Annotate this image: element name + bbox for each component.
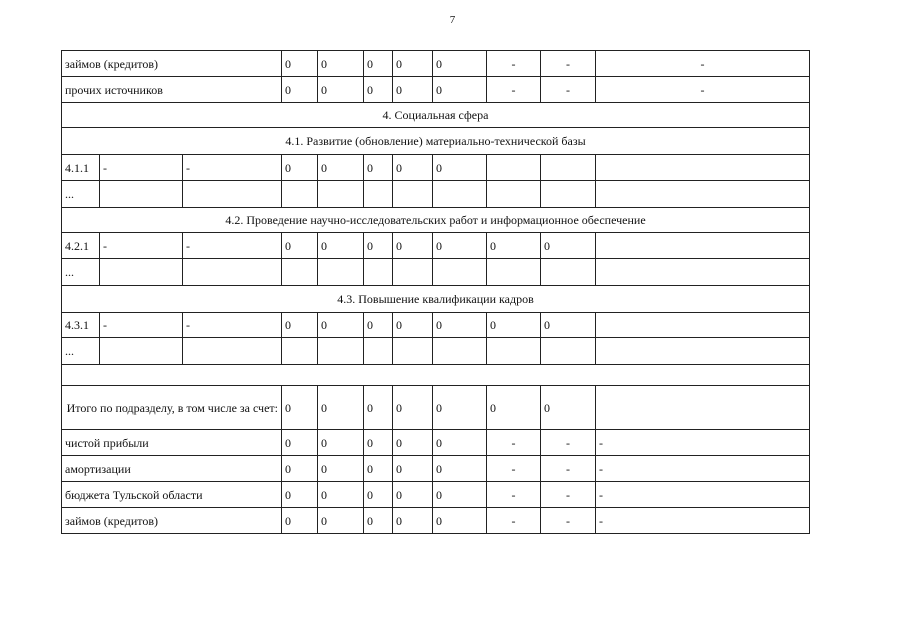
value-cell: 0	[318, 386, 364, 430]
value-cell: 0	[282, 233, 318, 259]
value-cell: 0	[318, 456, 364, 482]
value-cell: 0	[364, 233, 393, 259]
empty-cell	[433, 259, 487, 286]
value-cell: 0	[364, 482, 393, 508]
value-cell: 0	[487, 313, 541, 338]
value-cell: 0	[364, 430, 393, 456]
dash-cell: -	[100, 233, 183, 259]
dash-cell: -	[487, 77, 541, 103]
value-cell: 0	[393, 482, 433, 508]
table-row	[62, 338, 810, 365]
dash-cell: -	[541, 456, 596, 482]
value-cell: 0	[433, 155, 487, 181]
blank-row	[62, 365, 810, 386]
empty-cell	[364, 181, 393, 208]
value-cell: 0	[318, 482, 364, 508]
table-row	[62, 482, 810, 508]
value-cell: 0	[318, 155, 364, 181]
value-cell: 0	[364, 313, 393, 338]
value-cell: 0	[393, 456, 433, 482]
empty-cell	[487, 338, 541, 365]
value-cell: 0	[282, 313, 318, 338]
value-cell: 0	[282, 77, 318, 103]
value-cell: 0	[433, 456, 487, 482]
row-number: 4.3.1	[62, 313, 100, 338]
row-label: прочих источников	[62, 77, 282, 103]
dash-cell: -	[487, 456, 541, 482]
empty-cell	[318, 338, 364, 365]
empty-cell	[364, 338, 393, 365]
budget-table	[61, 50, 810, 534]
table-row	[62, 313, 810, 338]
empty-cell	[541, 181, 596, 208]
dash-cell: -	[487, 430, 541, 456]
empty-cell	[183, 259, 282, 286]
table-row	[62, 456, 810, 482]
value-cell: 0	[364, 456, 393, 482]
dash-cell: -	[541, 482, 596, 508]
dash-cell: -	[487, 51, 541, 77]
value-cell: 0	[393, 430, 433, 456]
dash-cell: -	[100, 155, 183, 181]
table-row	[62, 233, 810, 259]
dash-cell: -	[596, 77, 810, 103]
empty-cell	[596, 313, 810, 338]
dash-cell: -	[541, 51, 596, 77]
empty-cell	[596, 386, 810, 430]
value-cell: 0	[393, 155, 433, 181]
value-cell: 0	[318, 313, 364, 338]
dash-cell: -	[487, 482, 541, 508]
empty-cell	[318, 181, 364, 208]
ellipsis-cell: ...	[62, 338, 100, 365]
empty-cell	[183, 181, 282, 208]
empty-cell	[433, 338, 487, 365]
value-cell: 0	[433, 77, 487, 103]
table-row	[62, 430, 810, 456]
row-number: 4.2.1	[62, 233, 100, 259]
value-cell: 0	[318, 51, 364, 77]
subsection-title: 4.1. Развитие (обновление) материально-технической базы	[62, 128, 810, 155]
row-number: 4.1.1	[62, 155, 100, 181]
value-cell: 0	[364, 155, 393, 181]
table-row	[62, 259, 810, 286]
dash-cell: -	[596, 430, 810, 456]
value-cell: 0	[364, 51, 393, 77]
value-cell: 0	[541, 386, 596, 430]
value-cell: 0	[393, 508, 433, 534]
value-cell: 0	[487, 233, 541, 259]
subsection-heading-row	[62, 286, 810, 313]
empty-cell	[364, 259, 393, 286]
total-label: Итого по подразделу, в том числе за счет:	[62, 386, 282, 430]
empty-cell	[487, 181, 541, 208]
value-cell: 0	[433, 51, 487, 77]
empty-cell	[541, 338, 596, 365]
empty-cell	[318, 259, 364, 286]
table-row	[62, 77, 810, 103]
empty-cell	[183, 338, 282, 365]
empty-cell	[541, 259, 596, 286]
table-row	[62, 155, 810, 181]
dash-cell: -	[541, 508, 596, 534]
value-cell: 0	[433, 233, 487, 259]
empty-cell	[393, 259, 433, 286]
dash-cell: -	[596, 482, 810, 508]
dash-cell: -	[541, 430, 596, 456]
value-cell: 0	[282, 508, 318, 534]
row-label: бюджета Тульской области	[62, 482, 282, 508]
table-row	[62, 181, 810, 208]
dash-cell: -	[596, 508, 810, 534]
value-cell: 0	[318, 508, 364, 534]
empty-cell	[100, 181, 183, 208]
value-cell: 0	[393, 233, 433, 259]
empty-cell	[596, 181, 810, 208]
row-label: займов (кредитов)	[62, 508, 282, 534]
value-cell: 0	[433, 508, 487, 534]
value-cell: 0	[282, 482, 318, 508]
value-cell: 0	[393, 386, 433, 430]
value-cell: 0	[393, 51, 433, 77]
dash-cell: -	[541, 77, 596, 103]
value-cell: 0	[433, 313, 487, 338]
value-cell: 0	[433, 482, 487, 508]
empty-cell	[487, 259, 541, 286]
ellipsis-cell: ...	[62, 259, 100, 286]
dash-cell: -	[183, 155, 282, 181]
empty-cell	[433, 181, 487, 208]
ellipsis-cell: ...	[62, 181, 100, 208]
value-cell: 0	[318, 233, 364, 259]
value-cell: 0	[282, 155, 318, 181]
row-label: амортизации	[62, 456, 282, 482]
value-cell: 0	[282, 51, 318, 77]
empty-cell	[596, 259, 810, 286]
value-cell: 0	[282, 456, 318, 482]
empty-cell	[282, 259, 318, 286]
empty-cell	[282, 338, 318, 365]
dash-cell: -	[487, 508, 541, 534]
value-cell: 0	[487, 386, 541, 430]
value-cell: 0	[541, 233, 596, 259]
section-title: 4. Социальная сфера	[62, 103, 810, 128]
empty-cell	[100, 259, 183, 286]
value-cell: 0	[364, 386, 393, 430]
subsection-title: 4.2. Проведение научно-исследовательских работ и информационное обеспечение	[62, 208, 810, 233]
dash-cell: -	[596, 456, 810, 482]
dash-cell: -	[183, 233, 282, 259]
subsection-heading-row	[62, 128, 810, 155]
value-cell: 0	[541, 313, 596, 338]
subsection-heading-row	[62, 208, 810, 233]
empty-cell	[393, 181, 433, 208]
value-cell: 0	[318, 430, 364, 456]
row-label: чистой прибыли	[62, 430, 282, 456]
table-row	[62, 51, 810, 77]
value-cell: 0	[393, 77, 433, 103]
empty-cell	[282, 181, 318, 208]
dash-cell: -	[100, 313, 183, 338]
table-row	[62, 508, 810, 534]
page-number: 7	[449, 14, 456, 26]
empty-cell	[487, 155, 541, 181]
dash-cell: -	[183, 313, 282, 338]
empty-cell	[100, 338, 183, 365]
empty-cell	[541, 155, 596, 181]
value-cell: 0	[393, 313, 433, 338]
section-heading-row	[62, 103, 810, 128]
value-cell: 0	[364, 77, 393, 103]
value-cell: 0	[318, 77, 364, 103]
value-cell: 0	[433, 386, 487, 430]
empty-cell	[393, 338, 433, 365]
value-cell: 0	[364, 508, 393, 534]
total-row	[62, 386, 810, 430]
empty-cell	[596, 338, 810, 365]
value-cell: 0	[433, 430, 487, 456]
row-label: займов (кредитов)	[62, 51, 282, 77]
value-cell: 0	[282, 430, 318, 456]
empty-cell	[62, 365, 810, 386]
empty-cell	[596, 155, 810, 181]
empty-cell	[596, 233, 810, 259]
subsection-title: 4.3. Повышение квалификации кадров	[62, 286, 810, 313]
value-cell: 0	[282, 386, 318, 430]
dash-cell: -	[596, 51, 810, 77]
